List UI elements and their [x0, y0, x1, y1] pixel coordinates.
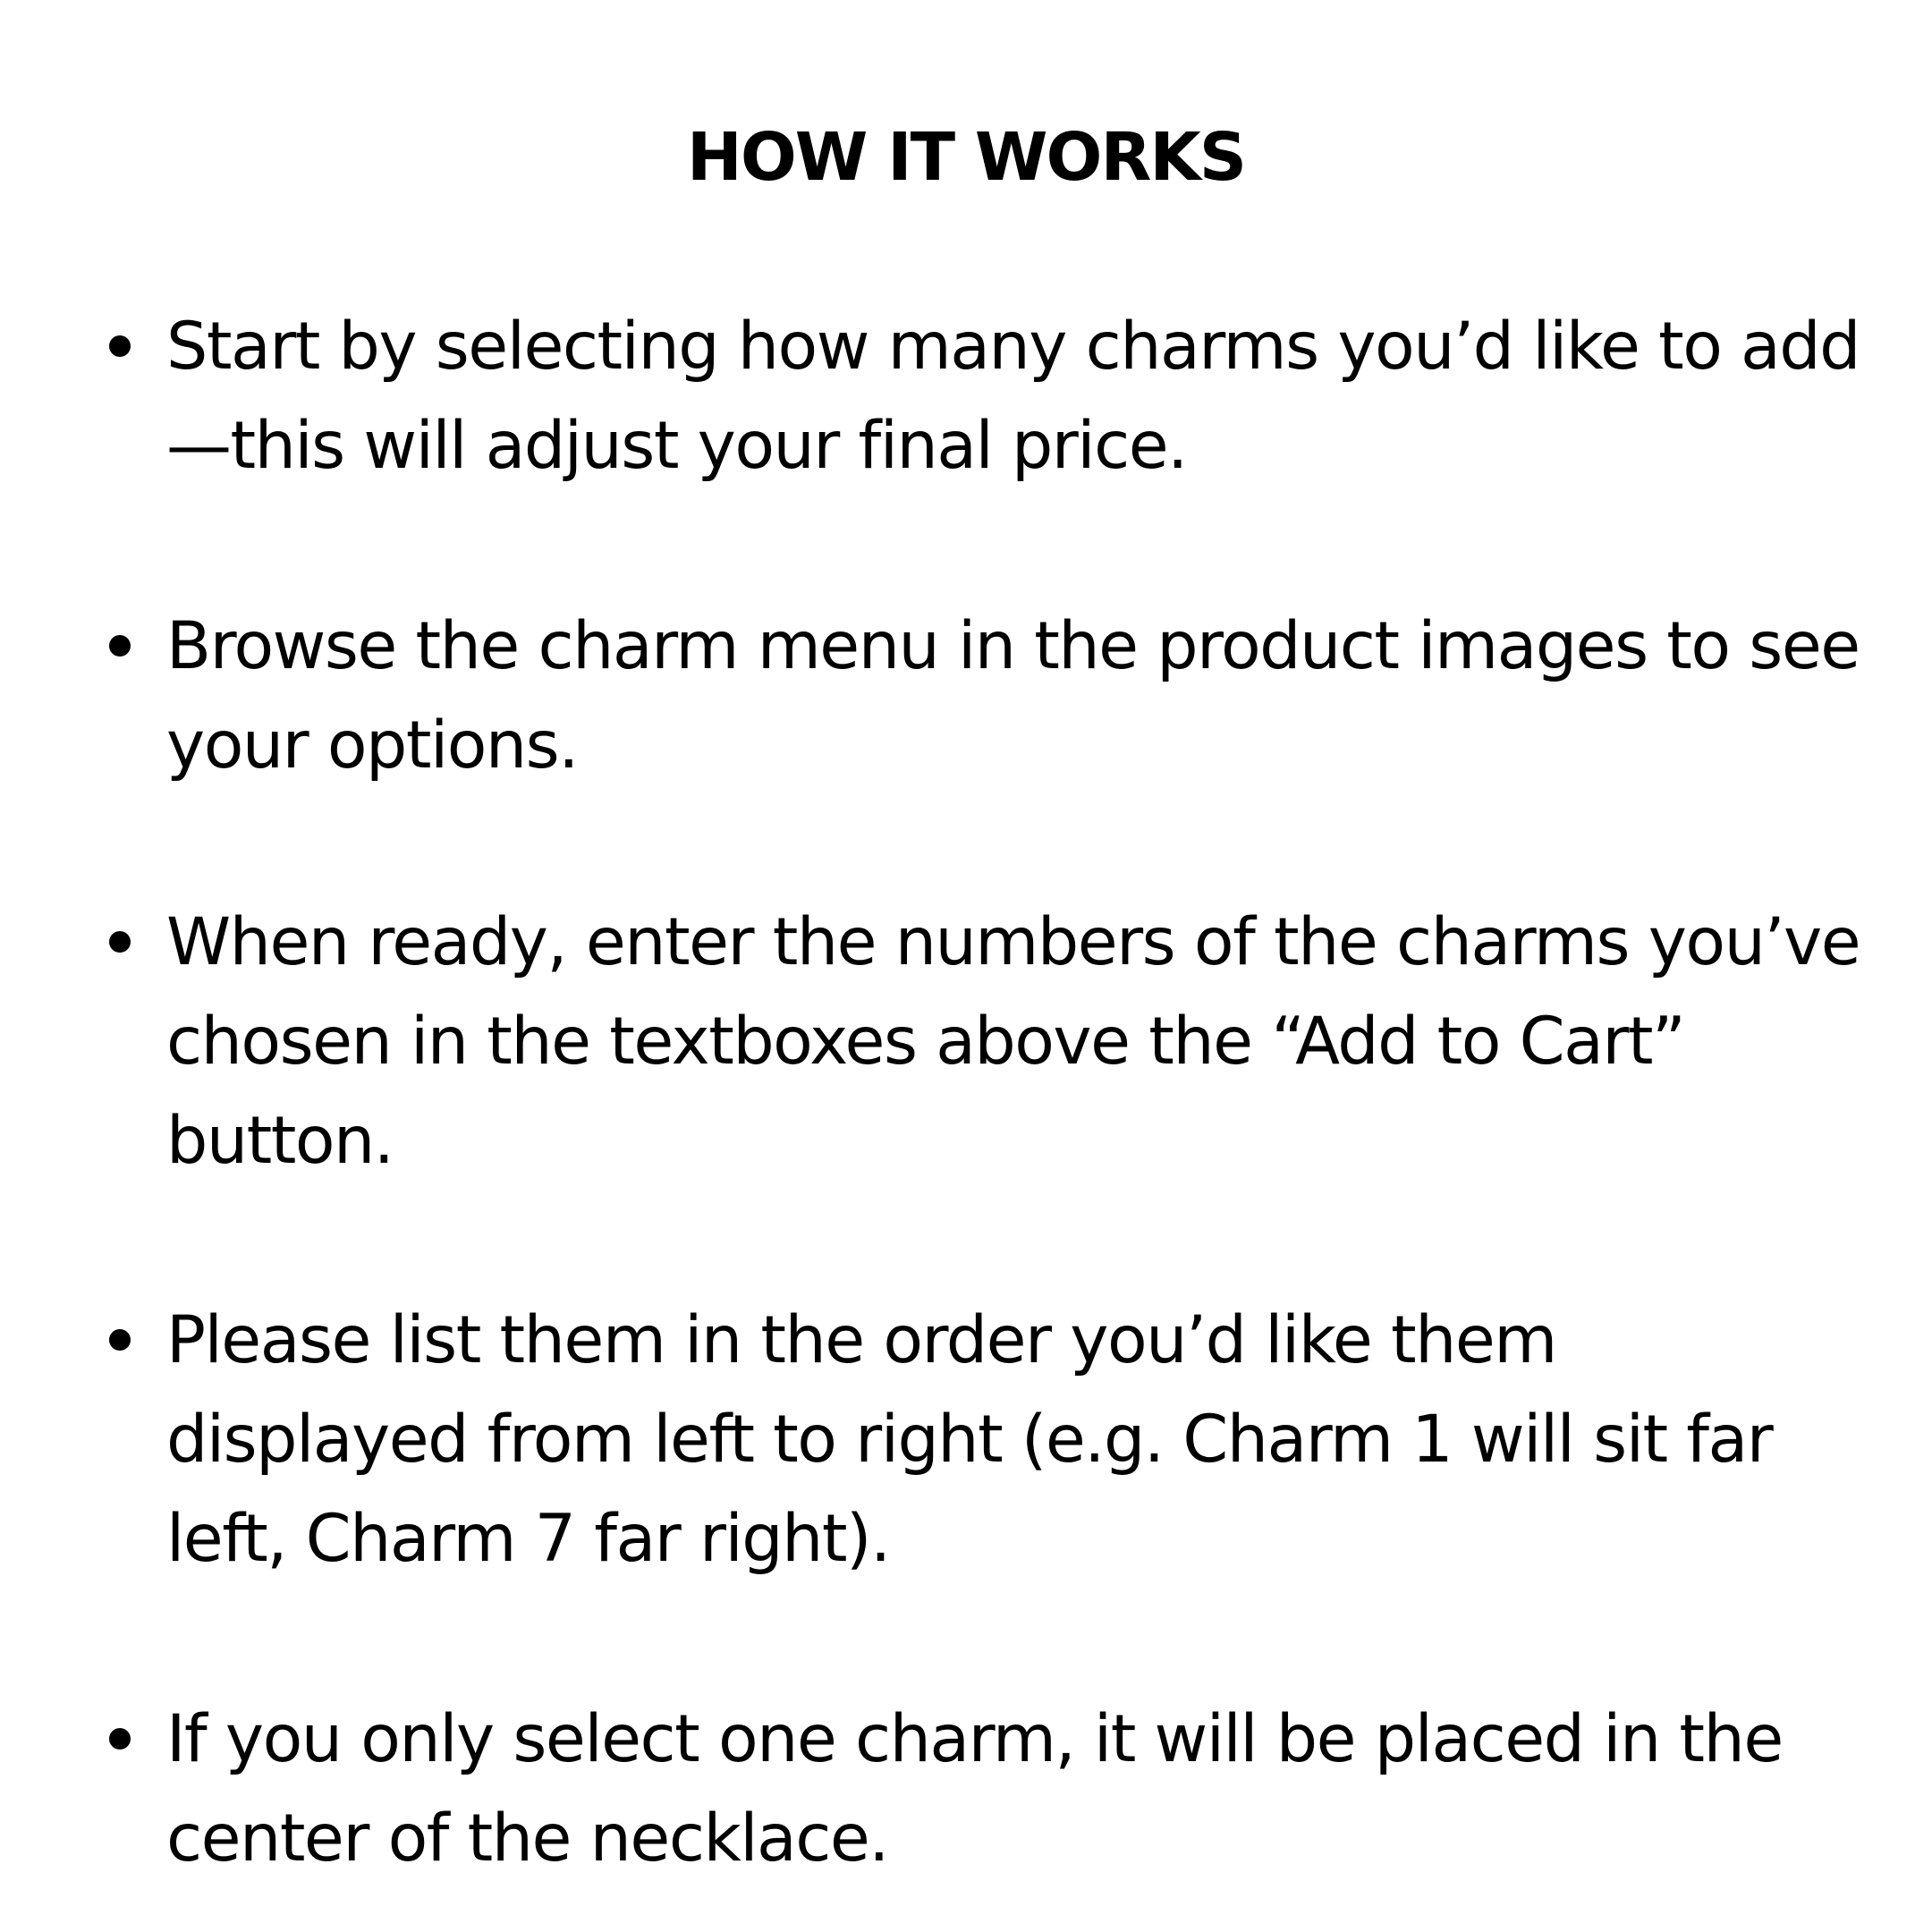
- bullet-icon: [109, 335, 131, 357]
- step-text: Browse the charm menu in the product images to see your options.: [166, 608, 1860, 784]
- bullet-icon: [109, 1728, 131, 1750]
- bullet-icon: [109, 1329, 131, 1351]
- step-text: Start by selecting how many charms you’d like to add—this will adjust your final price.: [166, 309, 1860, 484]
- bullet-icon: [109, 931, 131, 953]
- page-title: HOW IT WORKS: [686, 119, 1246, 196]
- step-text: When ready, enter the numbers of the charms you’ve chosen in the textboxes above the “Add to Cart” button.: [166, 904, 1860, 1179]
- step-text: Please list them in the order you’d like them displayed from left to right (e.g. Charm 1 will sit far left, Charm 7 far right).: [166, 1302, 1773, 1577]
- step-text: If you only select one charm, it will be placed in the center of the necklace.: [166, 1701, 1783, 1877]
- bullet-icon: [109, 635, 131, 657]
